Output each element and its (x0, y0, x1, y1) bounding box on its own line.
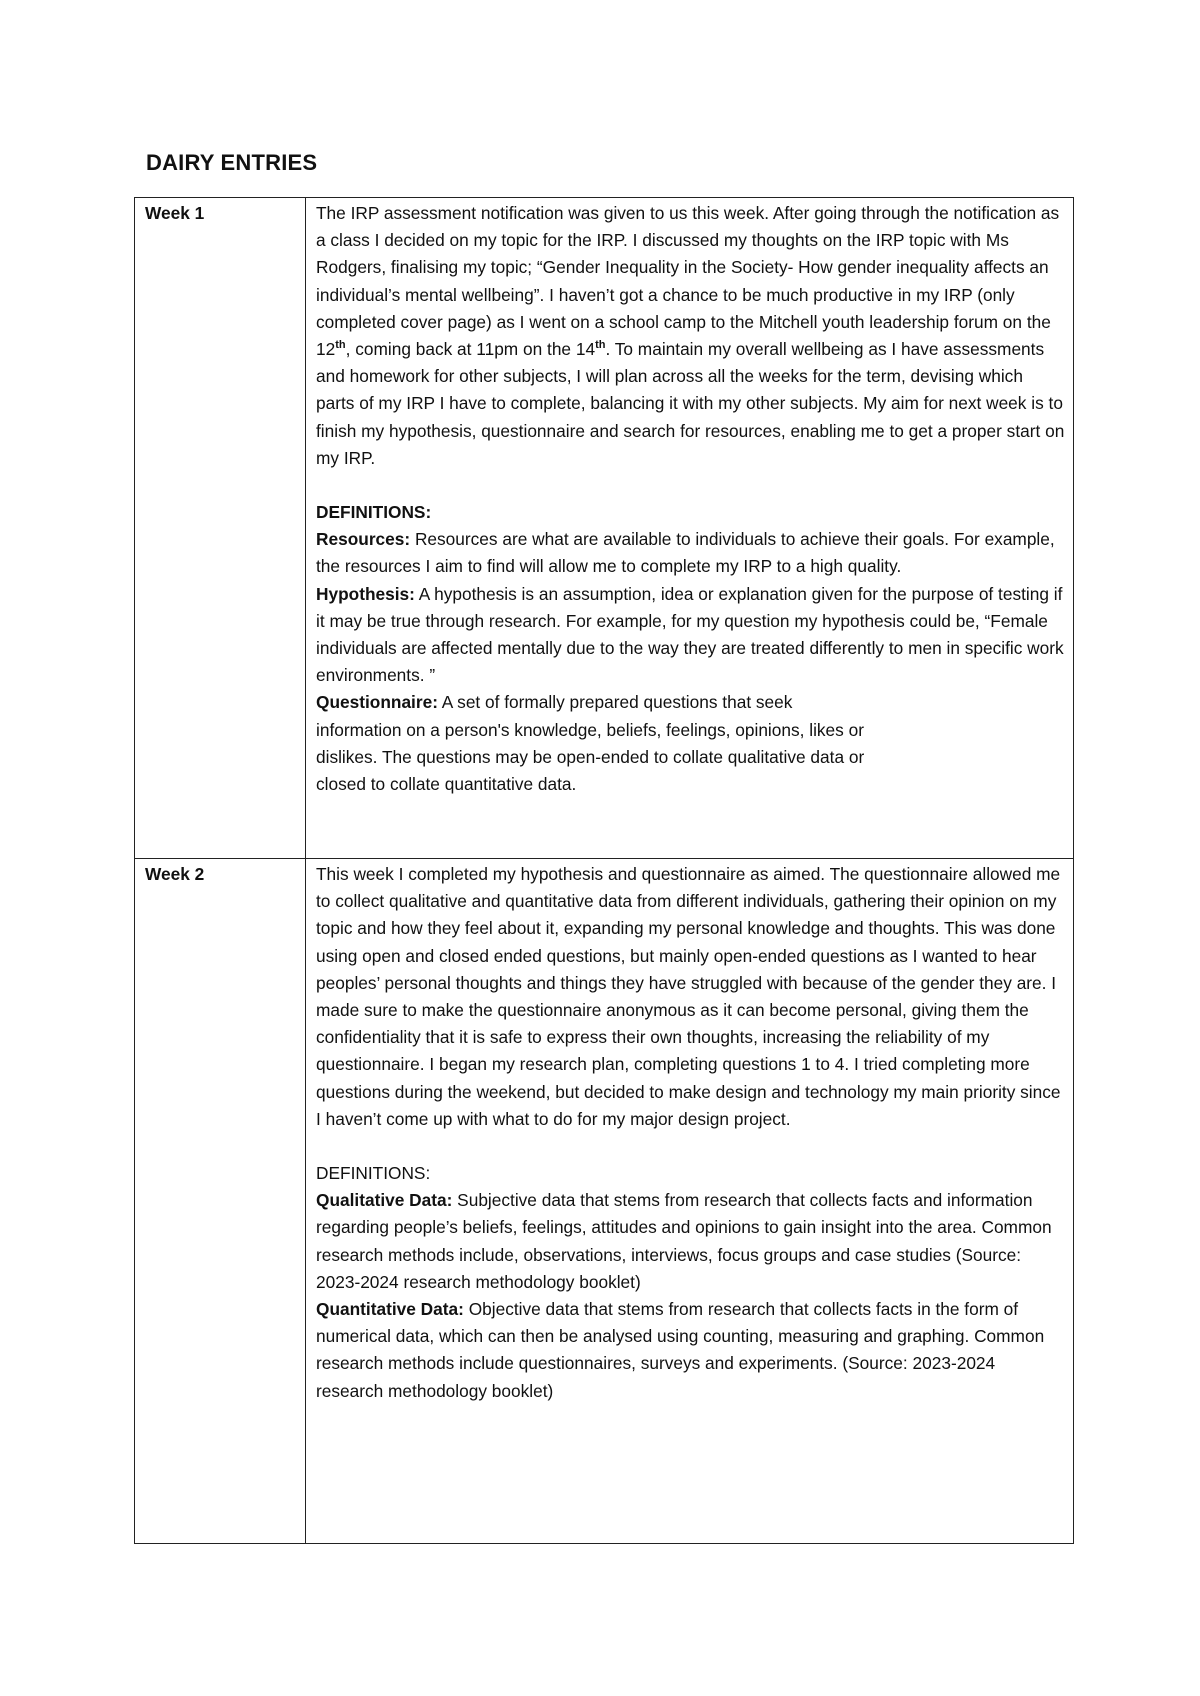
definition-term: Hypothesis: (316, 583, 415, 604)
entry-text: , coming back at 11pm on the 14 (345, 339, 596, 360)
definition-text: Objective data that stems from research that collects facts in the form of numerical data, which can then be analysed using counting, measuring and graphing. Common research methods include questionnaires, surveys and experiments. (Source: 2023-2024 research methodology booklet) (316, 1299, 1045, 1401)
definition-term: Qualitative Data: (316, 1190, 453, 1211)
ordinal-suffix: th (595, 339, 606, 352)
definition-text: Subjective data that stems from research that collects facts and information regarding people’s beliefs, feelings, attitudes and opinions to gain insight into the area. Common research methods include, observations, interviews, focus groups and case studies (Source: 2023-2024 research methodology booklet) (316, 1190, 1052, 1292)
definition (316, 526, 1065, 580)
definition (316, 1187, 1065, 1296)
definition-term: Quantitative Data: (316, 1299, 464, 1320)
entry-text: . To maintain my overall wellbeing as I have assessments and homework for other subjects, I will plan across all the weeks for the term, devising which parts of my IRP I have to complete, balancing it with my other subjects. My aim for next week is to finish my hypothesis, questionnaire and search for resources, enabling me to get a proper start on my IRP. (316, 339, 1065, 468)
definition-text: A hypothesis is an assumption, idea or explanation given for the purpose of testing if it may be true through research. For example, for my question my hypothesis could be, “Female individuals are affected mentally due to the way they are treated differently to men in specific work environments. ” (316, 583, 1064, 686)
table-row (135, 198, 1074, 859)
table-row (135, 859, 1074, 1544)
definition-text: A set of formally prepared questions that seek information on a person's knowledge, beliefs, feelings, opinions, likes or dislikes. The questions may be open-ended to collate qualitative data or closed to collate quantitative data. (316, 692, 865, 795)
week-entry (306, 198, 1074, 859)
ordinal-suffix: th (335, 339, 346, 352)
page-title: DAIRY ENTRIES (146, 150, 318, 175)
entry-text: The IRP assessment notification was given to us this week. After going through the notification as a class I decided on my topic for the IRP. I discussed my thoughts on the IRP topic with Ms Rodgers, finalising my topic; “Gender Inequality in the Society- How gender inequality affects an individual’s mental wellbeing”. I haven’t got a chance to be much productive in my IRP (only completed cover page) as I went on a school camp to the Mitchell youth leadership forum on the 12 (316, 203, 1060, 360)
definition-text: Resources are what are available to individuals to achieve their goals. For example, the resources I aim to find will allow me to complete my IRP to a high quality. (316, 529, 1055, 577)
definition-term: Questionnaire: (316, 692, 438, 713)
week-label: Week 1 (135, 198, 306, 859)
week-entry (306, 859, 1074, 1544)
definition (316, 689, 876, 798)
definition-term: Resources: (316, 529, 411, 550)
definitions-heading: DEFINITIONS: (316, 502, 432, 523)
entry-paragraph (316, 200, 1065, 472)
definition (316, 581, 1065, 690)
definition (316, 1296, 1065, 1405)
week-label: Week 2 (135, 859, 306, 1544)
entry-paragraph: This week I completed my hypothesis and questionnaire as aimed. The questionnaire allowed me to collect qualitative and quantitative data from different individuals, gathering their opinion on my topic and how they feel about it, expanding my personal knowledge and thoughts. This was done using open and closed ended questions, but mainly open-ended questions as I wanted to hear peoples’ personal thoughts and things they have struggled with because of the gender they are. I made sure to make the questionnaire anonymous as it can become personal, giving them the confidentiality that it is safe to express their own thoughts, increasing the reliability of my questionnaire. I began my research plan, completing questions 1 to 4. I tried completing more questions during the weekend, but decided to make design and technology my main priority since I haven’t come up with what to do for my major design project. (316, 864, 1061, 1129)
diary-table (134, 197, 1074, 1544)
definitions-heading: DEFINITIONS: (316, 1163, 431, 1184)
